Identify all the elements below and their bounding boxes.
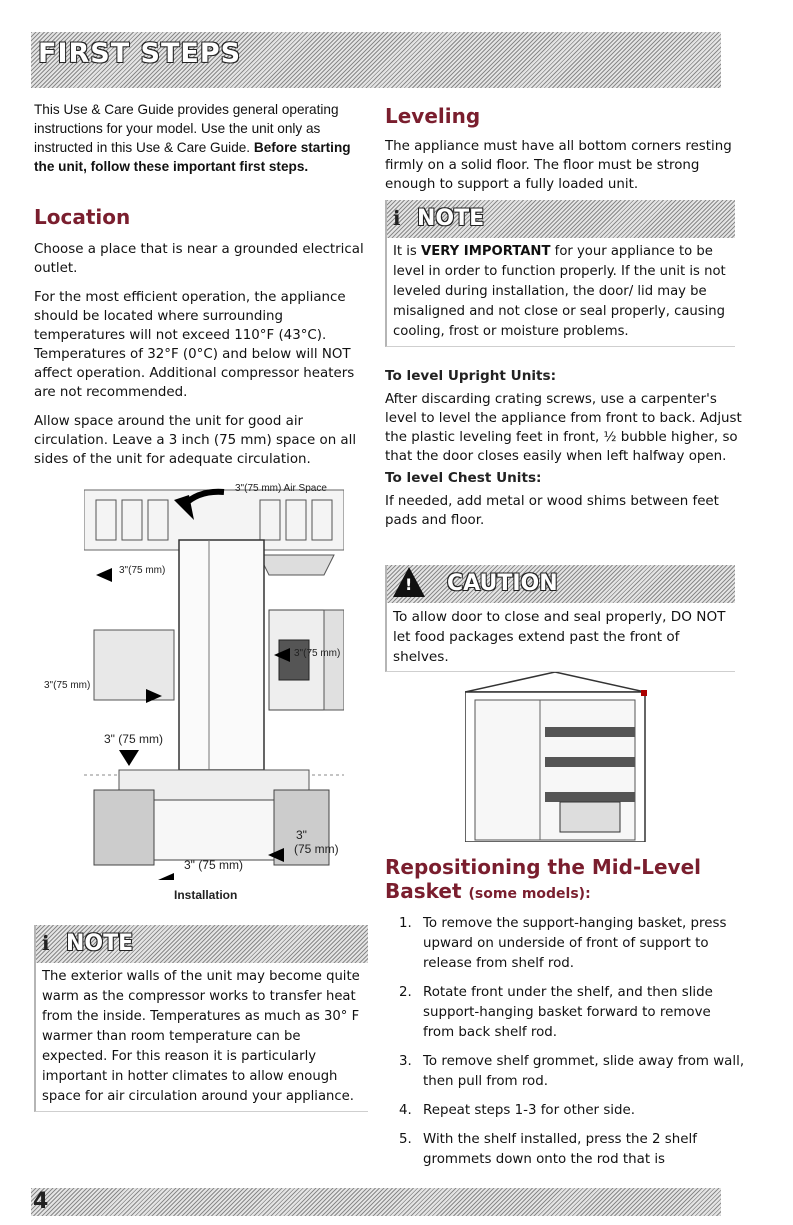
location-p2: For the most efficient operation, the appliance should be located where surrounding temperatures will not exceed 110°F (43°C). Temperatures of 32°F (0°C) and below will NOT affect operation. Additional compressor heaters are not recommended. [34,290,355,400]
upright-section [385,368,745,530]
location-p3: Allow space around the unit for good air circulation. Leave a 3 inch (75 mm) space on all sides of the unit for adequate circulation. [34,414,357,467]
caution-title: CAUTION [447,571,558,596]
list-item: 2. Rotate front under the shelf, and then slide support-hanging basket forward to remove from back shelf rod. [399,985,713,1040]
list-item: 4. Repeat steps 1-3 for other side. [399,1103,636,1118]
location-body [34,240,364,469]
note-title: NOTE [66,931,134,956]
intro-text: This Use & Care Guide provides general operating instructions for your model. Use the unit only as instructed in this Use & Care Guide. [34,102,339,155]
page-number: 4 [33,1189,49,1214]
figure-label-side: 3"(75 mm) [119,565,166,576]
figure-label-airspace: 3"(75 mm) Air Space [235,483,327,494]
note-box-left [34,925,368,1112]
installation-figure [44,480,344,880]
caution-box [385,565,735,672]
caution-text: To allow door to close and seal properly, DO NOT let food packages extend past the front of shelves. [393,609,726,665]
intro-bold: Before starting the unit, follow these important first steps. [34,140,351,174]
reposition-heading: Repositioning the Mid-Level Basket (some models): [385,855,702,903]
note-text-right: It is VERY IMPORTANT for your appliance to be level in order to function properly. If the unit is not leveled during installation, the door/ lid may be misaligned and not close or seal properly, causing cooling, frost or moisture problems. [393,244,726,339]
figure-label-left: 3"(75 mm) [44,680,91,691]
list-item: 5. With the shelf installed, press the 2 shelf grommets down onto the rod that is [399,1132,697,1167]
list-item: 3. To remove shelf grommet, slide away from wall, then pull from rod. [399,1054,745,1089]
figure-label-chest-right: 3" [296,828,307,842]
page-title: FIRST STEPS [38,38,242,69]
note-title-right: NOTE [417,206,485,231]
info-icon: ℹ [393,206,401,230]
chest-text: If needed, add metal or wood shims between feet pads and floor. [385,494,719,528]
reposition-steps [385,914,745,1179]
figure-caption: Installation [174,888,238,902]
note-box-right [385,200,735,347]
note-header [36,925,368,963]
list-item: 1. To remove the support-hanging basket, press upward on underside of front of support to release from shelf rod. [399,916,727,971]
info-icon: ℹ [42,931,50,955]
figure-label-chest-right-mm: (75 mm) [294,842,339,856]
figure-label-chest-front: 3" (75 mm) [184,858,243,872]
warning-icon-mark: ! [405,575,413,594]
intro-paragraph [34,100,364,176]
leveling-heading: Leveling [385,104,481,128]
note-text: The exterior walls of the unit may become quite warm as the compressor works to transfer heat from the inside. Temperatures as much as 30° F warmer than room temperature can be expected. For this reason it is particularly important in hotter climates to allow enough space for air circulation around your appliance. [42,969,360,1104]
footer-bar [31,1188,721,1216]
basket-illustration [465,672,665,842]
upright-text: After discarding crating screws, use a carpenter's level to level the appliance from front to back. Adjust the plastic leveling feet in front, ½ bubble higher, so that the door closes easily when left halfway open. [385,392,742,464]
figure-label-stove: 3"(75 mm) [294,648,341,659]
reposition-heading-wrap [385,855,745,906]
chest-heading: To level Chest Units: [385,470,542,486]
figure-label-back: 3" (75 mm) [104,732,163,746]
installation-illustration [84,480,344,880]
caution-header [387,565,735,603]
leveling-p1: The appliance must have all bottom corners resting firmly on a solid floor. The floor must be strong enough to support a fully loaded unit. [385,139,732,192]
location-p1: Choose a place that is near a grounded electrical outlet. [34,242,364,276]
note-header-right [387,200,735,238]
upright-heading: To level Upright Units: [385,368,557,384]
location-heading: Location [34,205,131,229]
